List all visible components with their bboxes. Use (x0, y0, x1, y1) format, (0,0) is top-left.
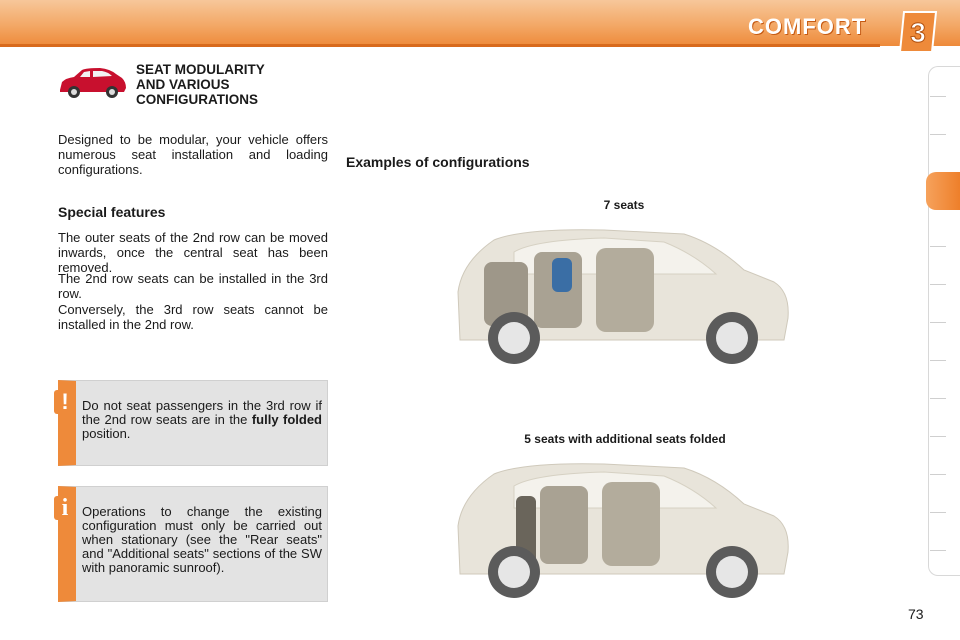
warning-text-end: position. (82, 426, 131, 441)
tab-divider (930, 284, 946, 285)
examples-heading: Examples of configurations (346, 154, 530, 170)
tab-divider (930, 134, 946, 135)
warning-text-bold: fully folded (251, 412, 322, 427)
section-title-line: CONFIGURATIONS (136, 92, 258, 107)
intro-paragraph: Designed to be modular, your vehicle offers numerous seat installation and loading configurations. (58, 132, 328, 177)
warning-note-text (82, 399, 322, 441)
tab-divider (930, 398, 946, 399)
info-note-text: Operations to change the existing configuration must only be carried out when stationary (see the "Rear seats" and "Additional seats" sections of the SW with panoramic sunroof). (82, 504, 322, 575)
five-seat-car-illustration (454, 456, 794, 606)
tab-divider (930, 246, 946, 247)
config-caption-7-seats: 7 seats (603, 198, 645, 212)
warning-text-start: Do not seat passengers in the 3rd row if the 2nd row seats are in the (82, 398, 322, 427)
header-rule (0, 44, 880, 47)
info-note-box (58, 486, 328, 602)
tab-divider (930, 474, 946, 475)
tab-divider (930, 96, 946, 97)
active-chapter-tab[interactable] (926, 172, 960, 210)
special-features-paragraph: Conversely, the 3rd row seats cannot be installed in the 2nd row. (58, 302, 328, 332)
special-features-paragraph: The outer seats of the 2nd row can be moved inwards, once the central seat has been removed. (58, 230, 328, 275)
special-features-heading: Special features (58, 204, 166, 220)
page-number: 73 (908, 606, 924, 622)
section-title-line: SEAT MODULARITY (136, 62, 265, 77)
tab-divider (930, 322, 946, 323)
chapter-number-badge-icon (898, 10, 938, 54)
tab-divider (930, 550, 946, 551)
tab-divider (930, 360, 946, 361)
config-caption-5-seats: 5 seats with additional seats folded (524, 432, 726, 446)
warning-note-box (58, 380, 328, 466)
car-icon (56, 64, 128, 100)
section-title (136, 62, 336, 107)
chapter-tab-strip (928, 66, 960, 576)
chapter-number: 3 (910, 17, 926, 48)
tab-divider (930, 512, 946, 513)
seven-seat-car-illustration (454, 222, 794, 372)
warning-exclamation-icon: ! (54, 390, 76, 414)
tab-divider (930, 436, 946, 437)
chapter-title: COMFORT (748, 14, 867, 39)
section-title-line: AND VARIOUS (136, 77, 230, 92)
info-i-icon: i (54, 496, 76, 520)
special-features-paragraph: The 2nd row seats can be installed in the 3rd row. (58, 271, 328, 301)
